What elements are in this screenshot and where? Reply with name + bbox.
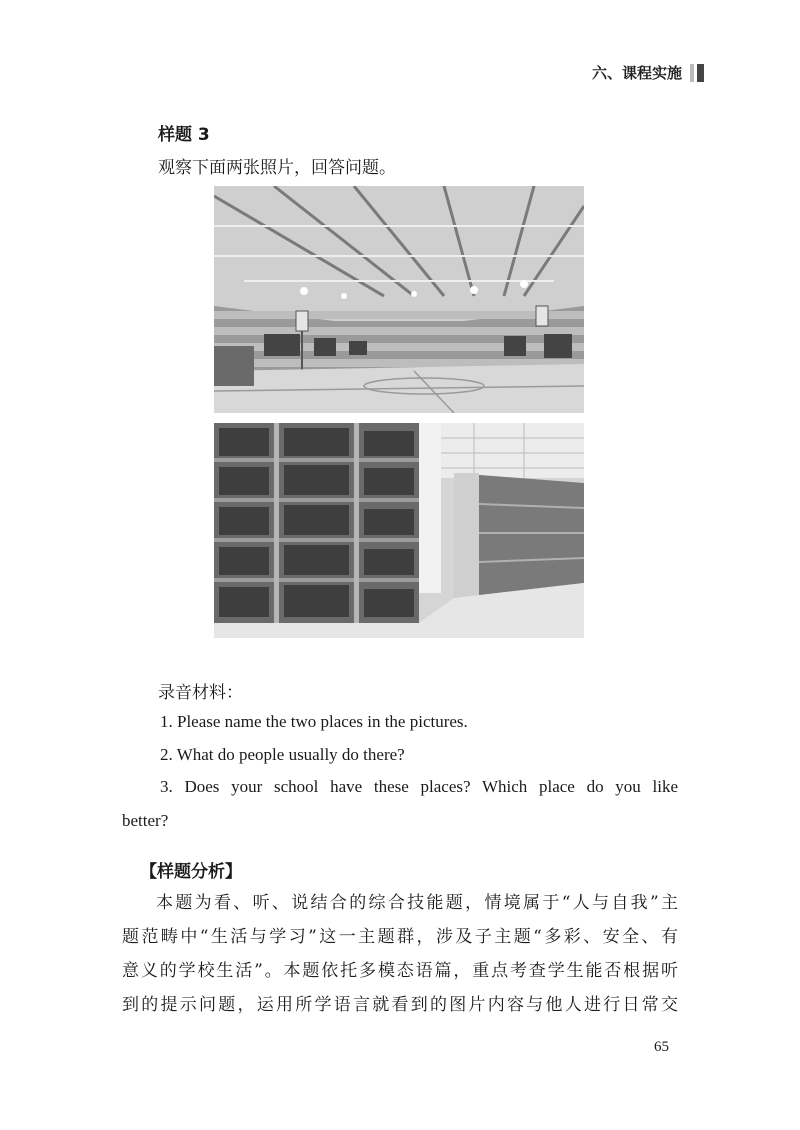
question-2: 2. What do people usually do there? [160, 745, 405, 764]
analysis-line: 本题为看、听、说结合的综合技能题，情境属于“人与自我”主 [156, 893, 678, 913]
sample-title: 样题 3 [158, 125, 210, 145]
question-3-continued: better? [122, 811, 169, 830]
instruction-text: 观察下面两张照片，回答问题。 [158, 158, 396, 178]
library-photo [214, 423, 584, 638]
analysis-paragraph [122, 886, 678, 1022]
recording-label: 录音材料： [158, 683, 243, 703]
section-title: 六、课程实施 [591, 64, 682, 82]
page-number: 65 [654, 1039, 669, 1055]
gymnasium-photo [214, 186, 584, 413]
analysis-line: 到的提示问题，运用所学语言就看到的图片内容与他人进行日常交 [122, 995, 678, 1015]
question-1: 1. Please name the two places in the pictures. [160, 712, 468, 731]
analysis-line: 意义的学校生活”。本题依托多模态语篇，重点考查学生能否根据听 [122, 961, 678, 981]
question-3: 3. Does your school have these places? Which place do you like [160, 777, 678, 796]
header-bar-icon [690, 64, 704, 82]
analysis-line: 题范畴中“生活与学习”这一主题群，涉及子主题“多彩、安全、有 [122, 927, 678, 947]
running-header [592, 62, 704, 83]
analysis-title: 【样题分析】 [140, 862, 242, 882]
